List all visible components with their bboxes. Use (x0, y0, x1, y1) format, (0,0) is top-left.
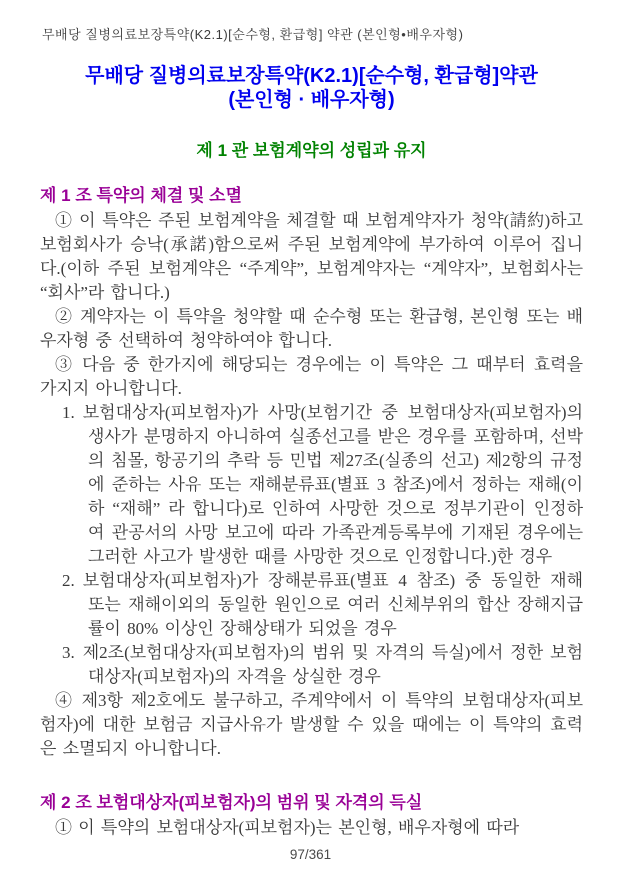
article-2-paragraph-1: ① 이 특약의 보험대상자(피보험자)는 본인형, 배우자형에 따라 (55, 818, 520, 837)
article-2-heading: 제 2 조 보험대상자(피보험자)의 범위 및 자격의 득실 (40, 793, 423, 812)
article-1-list-item-3 (62, 641, 583, 689)
article-1-paragraph-2: ② 계약자는 이 특약을 청약할 때 순수형 또는 환급형, 본인형 또는 배우자형 중 선택하여 청약하여야 합니다. (40, 307, 583, 350)
document-title (40, 64, 583, 112)
list-item-3-text: 제2조(보험대상자(피보험자)의 범위 및 자격의 득실)에서 정한 보험대상자(피보험자)의 자격을 상실한 경우 (82, 643, 583, 686)
list-item-3-number: 3. (62, 643, 75, 662)
article-1-paragraph-3: ③ 다음 중 한가지에 해당되는 경우에는 이 특약은 그 때부터 효력을 가지지 아니합니다. (40, 355, 583, 398)
article-2 (40, 792, 583, 840)
article-1-paragraph-4: ④ 제3항 제2호에도 불구하고, 주계약에서 이 특약의 보험대상자(피보험자)에 대한 보험금 지급사유가 발생할 수 있을 때에는 이 특약의 효력은 소멸되지 아니합니다. (40, 691, 583, 758)
list-item-1-number: 1. (62, 403, 75, 422)
article-1-list-item-2 (62, 569, 583, 641)
chapter-heading: 제 1 관 보험계약의 성립과 유지 (196, 141, 427, 160)
article-1-list-item-1 (62, 401, 583, 569)
list-item-1-text: 보험대상자(피보험자)가 사망(보험기간 중 보험대상자(피보험자)의 생사가 분명하지 아니하여 실종선고를 받은 경우를 포함하며, 선박의 침몰, 항공기의 추락 등 민법 제27조(실종의 선고) 제2항의 규정에 준하는 사유 또는 재해분류표(별표 3 참조)에서 정하는 재해(이하 “재해” 라 합니다)로 인하여 사망한 것으로 정부기관이 인정하여 관공서의 사망 보고에 따라 가족관계등록부에 기재된 경우에는 그러한 사고가 발생한 때를 사망한 것으로 인정합니다.)한 경우 (82, 403, 583, 566)
document-title-line1: 무배당 질병의료보장특약(K2.1)[순수형, 환급형]약관 (85, 65, 538, 87)
list-item-2-number: 2. (62, 571, 75, 590)
article-1-paragraph-1: ① 이 특약은 주된 보험계약을 체결할 때 보험계약자가 청약(請約)하고 보험회사가 승낙(承諾)함으로써 주된 보험계약에 부가하여 이루어 집니다.(이하 주된 보험계약은 “주계약”, 보험계약자는 “계약자”, 보험회사는 “회사”라 합니다.) (40, 211, 583, 302)
document-title-line2: (본인형 · 배우자형) (228, 89, 395, 111)
running-header: 무배당 질병의료보장특약(K2.1)[순수형, 환급형] 약관 (본인형•배우자형) (42, 27, 464, 42)
article-1 (40, 185, 583, 761)
list-item-2-text: 보험대상자(피보험자)가 장해분류표(별표 4 참조) 중 동일한 재해 또는 재해이외의 동일한 원인으로 여러 신체부위의 합산 장해지급률이 80% 이상인 장해상태가 되었을 경우 (82, 571, 583, 638)
article-1-heading: 제 1 조 특약의 체결 및 소멸 (40, 186, 243, 205)
page-number: 97/361 (289, 847, 332, 862)
